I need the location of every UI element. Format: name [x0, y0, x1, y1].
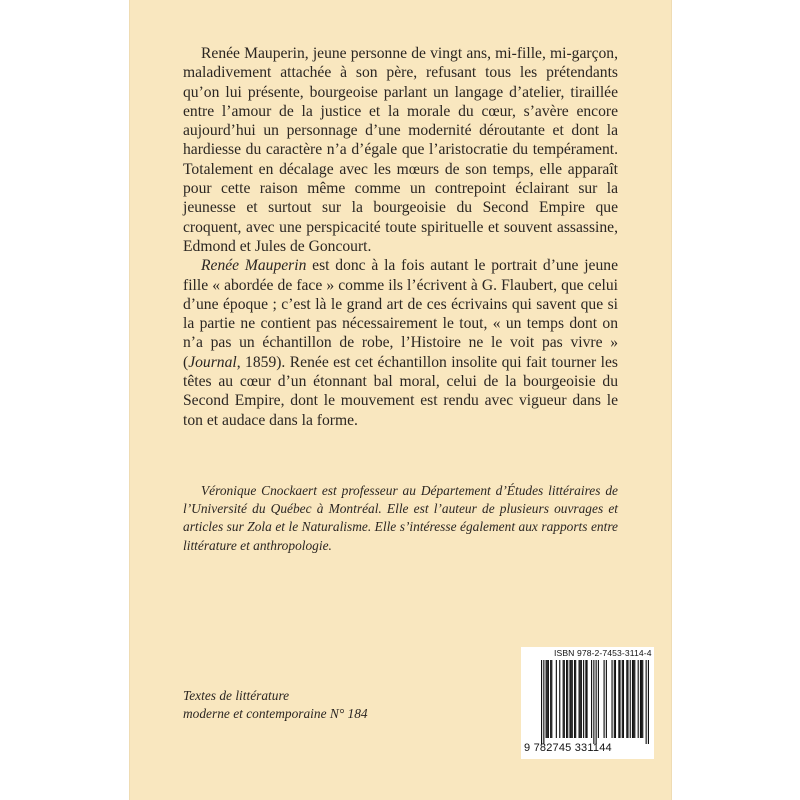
barcode-bar [627, 660, 628, 738]
barcode-bar [581, 660, 582, 738]
blurb-paragraph-1: Renée Mauperin, jeune personne de vingt ans, mi-fille, mi-garçon, maladivement attachée à son père, refusant tous les prétendants qu’on lui présente, bourgeoise parlant un langage d’atelier, tiraillée entre l’amour de la justice et la morale du cœur, s’avère encore aujourd’hui un personnage d’une modernité déroutante et dont la hardiesse du caractère n’a d’égale que l’aristocratie du tempérament. Totalement en décalage avec les mœurs de son temps, elle apparaît pour cette raison même comme un contrepoint éclairant sur la jeunesse et surtout sur la bourgeoisie du Second Empire que croquent, avec une perspicacité toute spirituelle et souvent assassine, Edmond et Jules de Goncourt. [183, 45, 618, 255]
barcode-bar [630, 660, 631, 738]
barcode-bar [548, 660, 549, 738]
barcode-bar [618, 660, 619, 738]
barcode-bar [574, 660, 575, 738]
barcode-bar [567, 660, 568, 738]
barcode-bar [546, 660, 547, 738]
barcode-bar [614, 660, 615, 738]
barcode-bar [591, 660, 592, 738]
barcode-bar [550, 660, 551, 738]
barcode-bar [547, 660, 548, 738]
barcode-bar [648, 660, 649, 744]
barcode-bar [642, 660, 643, 738]
barcode-bar [641, 660, 642, 738]
blurb-paragraph-2-part-a: est donc à la fois autant le portrait d’une jeune fille « abordée de face » comme ils l’écrivent à G. Flaubert, que celui d’une époque ; c’est là le grand art de ces écrivains qui savent que si la partie ne contient pas nécessairement le tout, « un temps dont on n’a pas un échantillon de robe, l’Histoire ne le voit pas vivre » ( [183, 257, 618, 371]
series-line-1: Textes de littérature [183, 688, 290, 703]
barcode-bar [543, 660, 544, 744]
blurb-paragraph-2-part-b: , 1859). Renée est cet échantillon insolite qui fait tourner les têtes au cœur d’un étonnant bal moral, celui de la bourgeoisie du Second Empire, dont le mouvement est rendu avec vigueur dans le ton et audace dans la forme. [183, 353, 618, 429]
barcode-bar [583, 660, 584, 738]
barcode-bar [598, 660, 599, 738]
ean-digits: 9 782745 331144 [524, 742, 612, 754]
barcode-bar [579, 660, 580, 738]
barcode-bar [619, 660, 620, 738]
barcode-bar [541, 660, 542, 744]
book-title-italic: Renée Mauperin [201, 257, 307, 275]
barcode-bar [564, 660, 565, 738]
barcode-bar [604, 660, 605, 738]
barcode-bar [556, 660, 557, 738]
barcode-bar [646, 660, 647, 744]
isbn-label: ISBN 978-2-7453-3114-4 [554, 648, 652, 658]
barcode-bar [580, 660, 581, 738]
barcode-bar [622, 660, 623, 738]
barcode-bar [551, 660, 552, 738]
barcode-bar [572, 660, 573, 738]
barcode-bar [559, 660, 560, 738]
barcode-bar [566, 660, 567, 738]
isbn-barcode [521, 647, 654, 759]
barcode-bar [615, 660, 616, 738]
barcode-bar [563, 660, 564, 738]
barcode-bar [640, 660, 641, 738]
barcode-bar [638, 660, 639, 738]
barcode-bar [623, 660, 624, 738]
barcode-bar [611, 660, 612, 738]
barcode-bar [586, 660, 587, 738]
barcode-bar [633, 660, 634, 738]
author-bio: Véronique Cnockaert est professeur au Département d’Études littéraires de l’Université du Québec à Montréal. Elle est l’auteur de plusieurs ouvrages et articles sur Zola et le Naturalisme. Elle s’intéresse également aux rapports entre littérature et anthropologie. [183, 483, 618, 553]
barcode-bar [575, 660, 576, 738]
journal-italic: Journal [188, 353, 237, 371]
blurb-text [183, 44, 618, 430]
series-line-2: moderne et contemporaine N° 184 [183, 705, 368, 721]
barcode-bar [632, 660, 633, 738]
barcode-bar [634, 660, 635, 738]
barcode-bar [569, 660, 570, 738]
barcode-bar [626, 660, 627, 738]
series-name [183, 687, 368, 722]
barcode-bar [585, 660, 586, 738]
barcode-bar [596, 660, 597, 744]
barcode-bar [571, 660, 572, 738]
barcode-bar [593, 660, 594, 744]
barcode-bars [541, 660, 649, 744]
book-back-cover [130, 0, 671, 800]
barcode-bar [606, 660, 607, 738]
blurb-paragraph-2 [183, 256, 618, 430]
